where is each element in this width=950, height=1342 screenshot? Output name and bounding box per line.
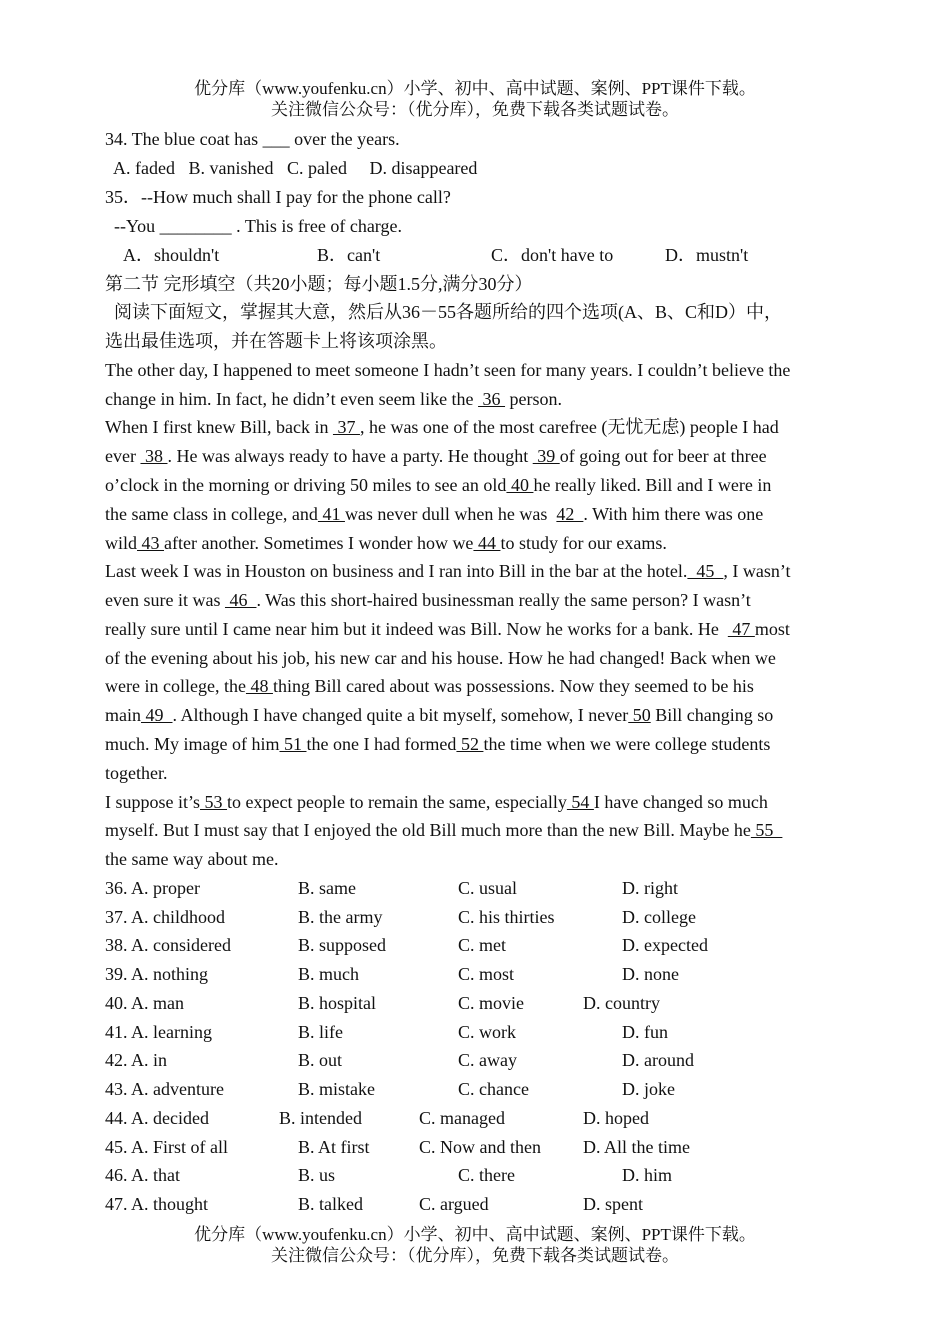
choice-c: C. chance bbox=[458, 1079, 529, 1099]
choice-d: D. college bbox=[622, 907, 696, 927]
passage-line: I suppose it’s 53 to expect people to remain the same, especially 54 I have changed so much bbox=[105, 792, 768, 812]
passage-line: The other day, I happened to meet someone I hadn’t seen for many years. I couldn’t believe the bbox=[105, 360, 791, 380]
blank-54: 54 bbox=[566, 792, 594, 812]
choice-d: D. spent bbox=[583, 1194, 643, 1214]
blank-52: 52 bbox=[456, 734, 484, 754]
choice-d: D. none bbox=[622, 964, 679, 984]
passage-line: really sure until I came near him but it indeed was Bill. Now he works for a bank. He 47 most bbox=[105, 619, 790, 639]
choice-b: B. mistake bbox=[298, 1079, 375, 1099]
choice-c: C. most bbox=[458, 964, 515, 984]
choice-a: 36. A. proper bbox=[105, 878, 200, 898]
choice-b: B. talked bbox=[298, 1194, 363, 1214]
blank-50: 50 bbox=[628, 705, 651, 725]
footer-line-1: 优分库（www.youfenku.cn）小学、初中、高中试题、案例、PPT课件下载。 bbox=[194, 1225, 756, 1244]
footer-line-2: 关注微信公众号：（优分库），免费下载各类试题试卷。 bbox=[271, 1246, 679, 1265]
choice-b: B. intended bbox=[279, 1108, 362, 1128]
choice-a: 39. A. nothing bbox=[105, 964, 209, 984]
passage-line: of the evening about his job, his new car and his house. How he had changed! Back when we bbox=[105, 648, 776, 668]
passage-line: wild 43 after another. Sometimes I wonder how we 44 to study for our exams. bbox=[105, 533, 667, 553]
passage-line: change in him. In fact, he didn’t even seem like the 36 person. bbox=[105, 389, 563, 409]
q35-option-b: B．can't bbox=[317, 245, 381, 265]
blank-42: 42 bbox=[556, 504, 584, 524]
passage-line: much. My image of him 51 the one I had formed 52 the time when we were college students bbox=[105, 734, 771, 754]
passage-line: Last week I was in Houston on business and I ran into Bill in the bar at the hotel. 45 , I wasn’t bbox=[105, 561, 791, 581]
q35-reply: --You ________ . This is free of charge. bbox=[105, 216, 402, 236]
q35-stem: 35．--How much shall I pay for the phone call? bbox=[105, 187, 451, 207]
choice-b: B. same bbox=[298, 878, 356, 898]
passage-line: myself. But I must say that I enjoyed the old Bill much more than the new Bill. Maybe he 55 bbox=[105, 820, 783, 840]
q35-option-d: D．mustn't bbox=[665, 245, 749, 265]
blank-48: 48 bbox=[245, 676, 273, 696]
blank-53: 53 bbox=[200, 792, 228, 812]
choice-a: 40. A. man bbox=[105, 993, 184, 1013]
passage-line: o’clock in the morning or driving 50 miles to see an old 40 he really liked. Bill and I were in bbox=[105, 475, 772, 495]
passage-line: were in college, the 48 thing Bill cared about was possessions. Now they seemed to be his bbox=[105, 676, 754, 696]
passage-line: When I first knew Bill, back in 37 , he was one of the most carefree (无忧无虑) people I had bbox=[105, 417, 779, 437]
choice-d: D. right bbox=[622, 878, 678, 898]
choice-c: C. work bbox=[458, 1022, 516, 1042]
choice-c: C. usual bbox=[458, 878, 518, 898]
passage-line: together. bbox=[105, 763, 168, 783]
blank-47: 47 bbox=[727, 619, 755, 639]
choice-b: B. life bbox=[298, 1022, 343, 1042]
blank-43: 43 bbox=[137, 533, 165, 553]
passage-line: ever 38 . He was always ready to have a party. He thought 39 of going out for beer at three bbox=[105, 446, 767, 466]
blank-51: 51 bbox=[279, 734, 307, 754]
q35-option-a: A．shouldn't bbox=[123, 245, 220, 265]
choice-a: 46. A. that bbox=[105, 1165, 180, 1185]
blank-44: 44 bbox=[473, 533, 501, 553]
choice-a: 47. A. thought bbox=[105, 1194, 209, 1214]
choice-d: D. around bbox=[622, 1050, 694, 1070]
choice-a: 37. A. childhood bbox=[105, 907, 225, 927]
section-instruction-1: 阅读下面短文，掌握其大意，然后从36－55各题所给的四个选项(A、B、C和D）中， bbox=[105, 302, 783, 322]
section-instruction-2: 选出最佳选项，并在答题卡上将该项涂黑。 bbox=[105, 331, 447, 351]
choice-a: 41. A. learning bbox=[105, 1022, 212, 1042]
passage-line: main 49 . Although I have changed quite a bit myself, somehow, I never 50 Bill changing so bbox=[105, 705, 774, 725]
choice-a: 44. A. decided bbox=[105, 1108, 209, 1128]
blank-45: 45 bbox=[687, 561, 724, 581]
q34-options: A. faded B. vanished C. paled D. disappeared bbox=[105, 158, 478, 178]
q35-option-c: C．don't have to bbox=[491, 245, 614, 265]
blank-38: 38 bbox=[140, 446, 168, 466]
choice-a: 43. A. adventure bbox=[105, 1079, 224, 1099]
choice-c: C. away bbox=[458, 1050, 517, 1070]
blank-46: 46 bbox=[224, 590, 257, 610]
choice-b: B. us bbox=[298, 1165, 336, 1185]
choice-b: B. At first bbox=[298, 1137, 370, 1157]
choice-d: D. All the time bbox=[583, 1137, 690, 1157]
choice-d: D. country bbox=[583, 993, 660, 1013]
passage-line: the same class in college, and 41 was never dull when he was 42 . With him there was one bbox=[105, 504, 764, 524]
choice-d: D. hoped bbox=[583, 1108, 649, 1128]
blank-36: 36 bbox=[478, 389, 506, 409]
q34-stem: 34. The blue coat has ___ over the years. bbox=[105, 129, 400, 149]
passage-line: even sure it was 46 . Was this short-haired businessman really the same person? I wasn’t bbox=[105, 590, 751, 610]
blank-55: 55 bbox=[750, 820, 783, 840]
choice-c: C. there bbox=[458, 1165, 515, 1185]
header-line-2: 关注微信公众号：（优分库），免费下载各类试题试卷。 bbox=[271, 100, 679, 119]
choice-a: 45. A. First of all bbox=[105, 1137, 229, 1157]
choice-d: D. expected bbox=[622, 935, 708, 955]
section-title: 第二节 完形填空（共20小题；每小题1.5分,满分30分） bbox=[105, 274, 533, 294]
choice-b: B. the army bbox=[298, 907, 383, 927]
choice-d: D. fun bbox=[622, 1022, 668, 1042]
choice-c: C. Now and then bbox=[419, 1137, 541, 1157]
header-line-1: 优分库（www.youfenku.cn）小学、初中、高中试题、案例、PPT课件下载。 bbox=[194, 79, 756, 98]
choice-b: B. much bbox=[298, 964, 359, 984]
choice-d: D. joke bbox=[622, 1079, 675, 1099]
blank-37: 37 bbox=[332, 417, 360, 437]
choice-b: B. hospital bbox=[298, 993, 377, 1013]
choice-c: C. managed bbox=[419, 1108, 505, 1128]
choice-c: C. his thirties bbox=[458, 907, 555, 927]
blank-41: 41 bbox=[317, 504, 345, 524]
choice-c: C. met bbox=[458, 935, 506, 955]
choice-b: B. supposed bbox=[298, 935, 387, 955]
blank-40: 40 bbox=[506, 475, 534, 495]
choice-d: D. him bbox=[622, 1165, 673, 1185]
blank-49: 49 bbox=[141, 705, 173, 725]
choice-a: 42. A. in bbox=[105, 1050, 168, 1070]
choice-b: B. out bbox=[298, 1050, 343, 1070]
blank-39: 39 bbox=[532, 446, 560, 466]
choice-a: 38. A. considered bbox=[105, 935, 231, 955]
choice-c: C. movie bbox=[458, 993, 524, 1013]
passage-line: the same way about me. bbox=[105, 849, 279, 869]
choice-c: C. argued bbox=[419, 1194, 489, 1214]
